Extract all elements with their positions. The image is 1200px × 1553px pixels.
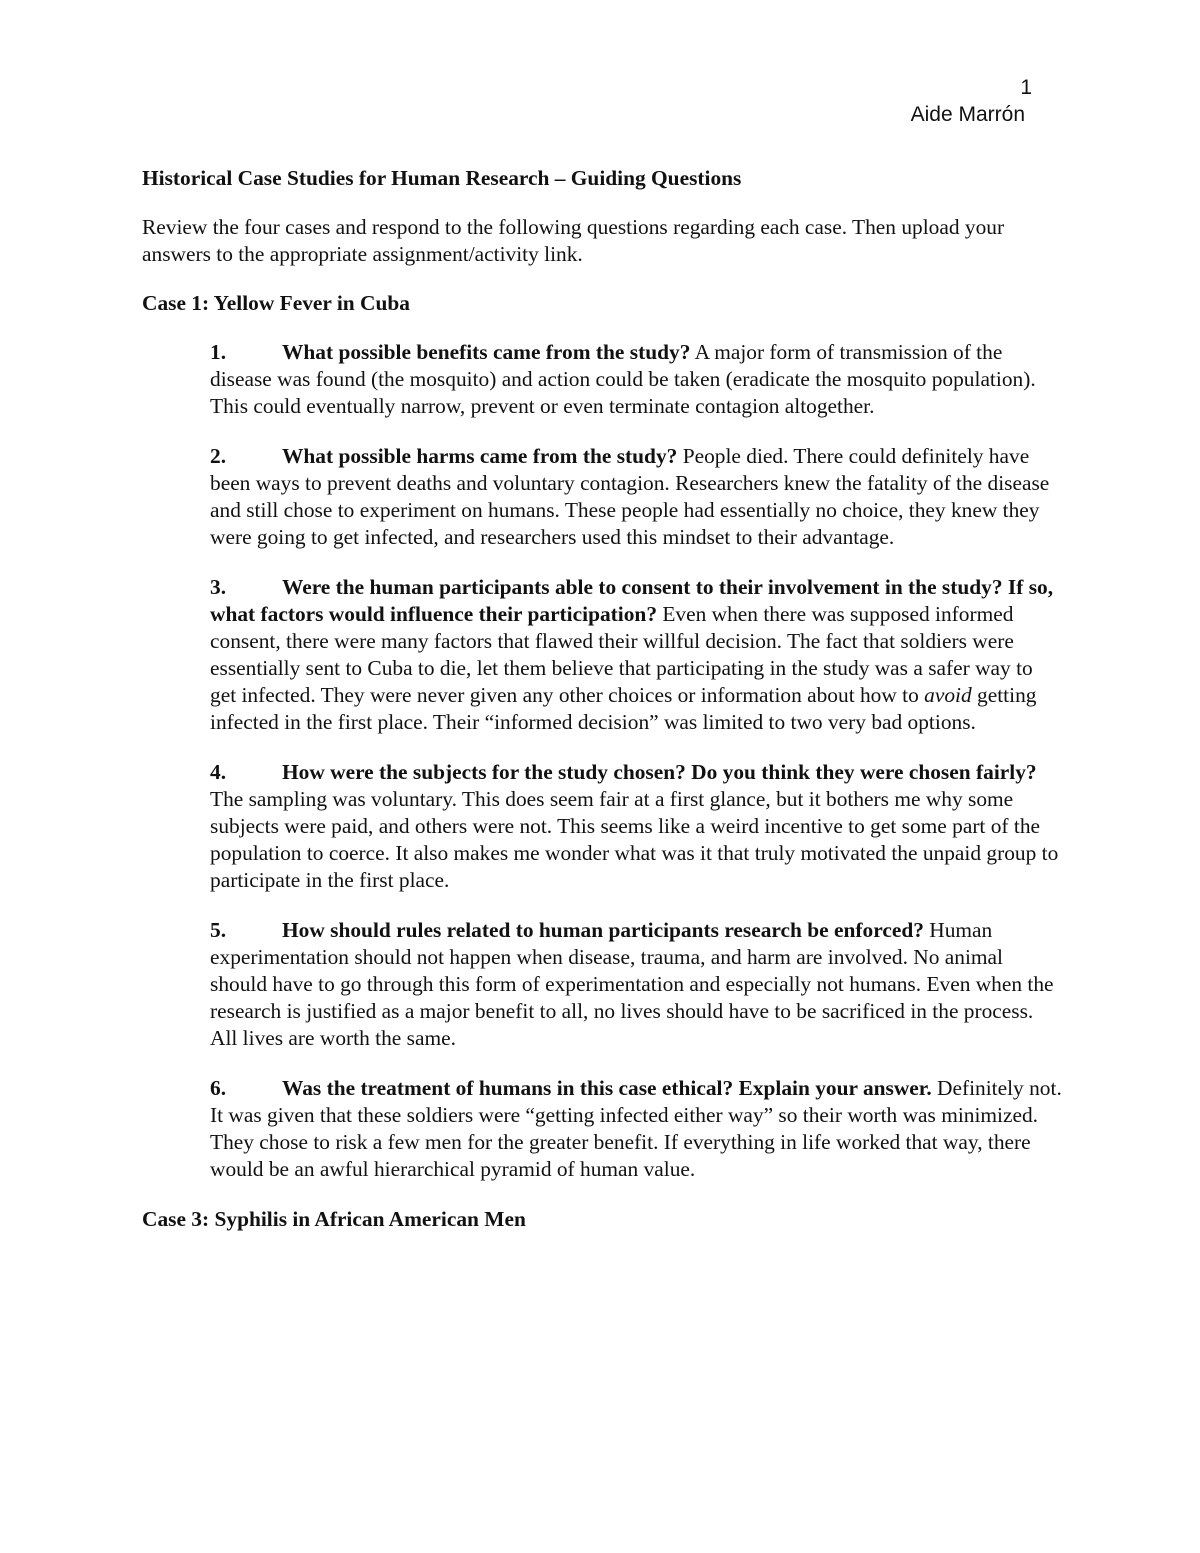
question-text: Was the treatment of humans in this case ethical? Explain your answer. (282, 1076, 932, 1100)
answer-text-continued: getting infected in the first place. Their “informed decision” was limited to two very bad options. (210, 683, 1037, 734)
answer-text: Even when there was supposed informed consent, there were many factors that flawed their willful decision. The fact that soldiers were essentially sent to Cuba to die, let them believe that participating in the study was a safer way to get infected. They were never given any other choices or information about how to (210, 602, 1033, 707)
case-1-heading: Case 1: Yellow Fever in Cuba (142, 291, 410, 315)
answer-text: Human experimentation should not happen when disease, trauma, and harm are involved. No animal should have to go through this form of experimentation and especially not humans. Even when the research is justified as a major benefit to all, no lives should have to be sacrificed in the process. All lives are worth the same. (210, 918, 1054, 1050)
answer-emphasis: avoid (924, 683, 972, 707)
question-number: 1. (210, 340, 227, 364)
question-text: What possible harms came from the study? (282, 444, 678, 468)
question-number: 6. (210, 1076, 227, 1100)
answer-text: A major form of transmission of the disease was found (the mosquito) and action could be taken (eradicate the mosquito population). This could eventually narrow, prevent or even terminate contagion altogether. (210, 340, 1036, 418)
question-text: Were the human participants able to consent to their involvement in the study? If so, what factors would influence their participation? (210, 575, 1054, 626)
question-number: 2. (210, 444, 227, 468)
question-text: What possible benefits came from the study? (282, 340, 691, 364)
question-text: How should rules related to human participants research be enforced? (282, 918, 924, 942)
question-1 (210, 339, 1062, 420)
question-text: How were the subjects for the study chosen? Do you think they were chosen fairly? (282, 760, 1037, 784)
question-3 (210, 574, 1062, 736)
author-name: Aide Marrón (910, 103, 1025, 126)
case-3-heading: Case 3: Syphilis in African American Men (142, 1207, 526, 1231)
answer-text: Definitely not. It was given that these soldiers were “getting infected either way” so their worth was minimized. They chose to risk a few men for the greater benefit. If everything in life worked that way, there would be an awful hierarchical pyramid of human value. (210, 1076, 1062, 1181)
question-6 (210, 1075, 1062, 1183)
question-4 (210, 759, 1062, 894)
page-number: 1 (1020, 76, 1032, 99)
question-number: 4. (210, 760, 227, 784)
question-number: 5. (210, 918, 227, 942)
intro-paragraph: Review the four cases and respond to the following questions regarding each case. Then upload your answers to the appropriate assignment/activity link. (142, 215, 1005, 266)
answer-text: People died. There could definitely have been ways to prevent deaths and voluntary contagion. Researchers knew the fatality of the disease and still chose to experiment on humans. These people had essentially no choice, they knew they were going to get infected, and researchers used this mindset to their advantage. (210, 444, 1050, 549)
question-number: 3. (210, 575, 227, 599)
question-2 (210, 443, 1062, 551)
document-body (142, 165, 1062, 1255)
question-5 (210, 917, 1062, 1052)
document-title: Historical Case Studies for Human Research – Guiding Questions (142, 166, 742, 190)
answer-text: The sampling was voluntary. This does seem fair at a first glance, but it bothers me why some subjects were paid, and others were not. This seems like a weird incentive to get some part of the population to coerce. It also makes me wonder what was it that truly motivated the unpaid group to participate in the first place. (210, 787, 1059, 892)
